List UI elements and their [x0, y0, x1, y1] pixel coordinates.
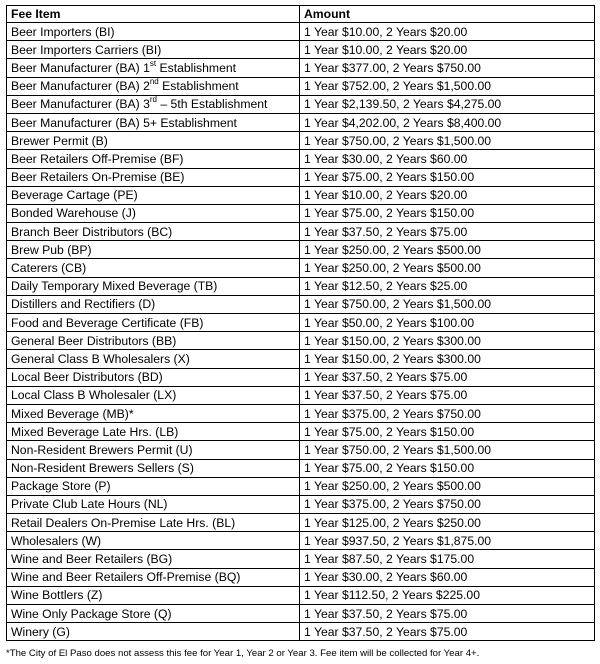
fee-item-cell: Local Beer Distributors (BD) — [7, 368, 300, 386]
amount-cell: 1 Year $37.50, 2 Years $75.00 — [300, 368, 595, 386]
header-amount: Amount — [300, 6, 595, 23]
table-row — [7, 477, 595, 495]
amount-cell: 1 Year $10.00, 2 Years $20.00 — [300, 23, 595, 41]
table-row — [7, 514, 595, 532]
amount-cell: 1 Year $750.00, 2 Years $1,500.00 — [300, 132, 595, 150]
fee-item-cell: Beverage Cartage (PE) — [7, 186, 300, 204]
table-row — [7, 168, 595, 186]
fee-item-cell: Beer Importers Carriers (BI) — [7, 41, 300, 59]
table-row — [7, 350, 595, 368]
amount-cell: 1 Year $75.00, 2 Years $150.00 — [300, 204, 595, 222]
fee-item-cell: Wine and Beer Retailers Off-Premise (BQ) — [7, 568, 300, 586]
fee-table — [6, 5, 595, 641]
fee-table-body — [7, 23, 595, 641]
fee-item-cell: Brewer Permit (B) — [7, 132, 300, 150]
amount-cell: 1 Year $50.00, 2 Years $100.00 — [300, 314, 595, 332]
fee-item-cell: Beer Manufacturer (BA) 2nd Establishment — [7, 77, 300, 95]
fee-item-cell: Mixed Beverage Late Hrs. (LB) — [7, 423, 300, 441]
table-row — [7, 241, 595, 259]
table-row — [7, 495, 595, 513]
table-row — [7, 532, 595, 550]
table-row — [7, 314, 595, 332]
amount-cell: 1 Year $37.50, 2 Years $75.00 — [300, 605, 595, 623]
fee-item-cell: Beer Manufacturer (BA) 5+ Establishment — [7, 113, 300, 131]
amount-cell: 1 Year $37.50, 2 Years $75.00 — [300, 223, 595, 241]
table-row — [7, 113, 595, 131]
amount-cell: 1 Year $75.00, 2 Years $150.00 — [300, 168, 595, 186]
table-row — [7, 459, 595, 477]
table-row — [7, 150, 595, 168]
table-row — [7, 23, 595, 41]
fee-item-cell: Brew Pub (BP) — [7, 241, 300, 259]
table-row — [7, 623, 595, 641]
table-row — [7, 605, 595, 623]
fee-item-cell: Wholesalers (W) — [7, 532, 300, 550]
fee-item-cell: Beer Manufacturer (BA) 3rd – 5th Establishment — [7, 95, 300, 113]
fee-item-cell: Package Store (P) — [7, 477, 300, 495]
amount-cell: 1 Year $4,202.00, 2 Years $8,400.00 — [300, 113, 595, 131]
fee-item-cell: Winery (G) — [7, 623, 300, 641]
amount-cell: 1 Year $2,139.50, 2 Years $4,275.00 — [300, 95, 595, 113]
fee-item-cell: Non-Resident Brewers Permit (U) — [7, 441, 300, 459]
amount-cell: 1 Year $75.00, 2 Years $150.00 — [300, 423, 595, 441]
fee-item-cell: Local Class B Wholesaler (LX) — [7, 386, 300, 404]
footnote: *The City of El Paso does not assess this fee for Year 1, Year 2 or Year 3. Fee item will be collected for Year 4+. — [6, 648, 480, 659]
amount-cell: 1 Year $377.00, 2 Years $750.00 — [300, 59, 595, 77]
fee-item-cell: Beer Retailers On-Premise (BE) — [7, 168, 300, 186]
amount-cell: 1 Year $30.00, 2 Years $60.00 — [300, 150, 595, 168]
fee-item-cell: Beer Retailers Off-Premise (BF) — [7, 150, 300, 168]
fee-item-cell: Beer Importers (BI) — [7, 23, 300, 41]
fee-item-cell: Private Club Late Hours (NL) — [7, 495, 300, 513]
table-row — [7, 277, 595, 295]
table-row — [7, 423, 595, 441]
table-row — [7, 368, 595, 386]
fee-item-cell: Caterers (CB) — [7, 259, 300, 277]
table-header-row — [7, 6, 595, 23]
amount-cell: 1 Year $250.00, 2 Years $500.00 — [300, 241, 595, 259]
table-row — [7, 223, 595, 241]
amount-cell: 1 Year $10.00, 2 Years $20.00 — [300, 186, 595, 204]
amount-cell: 1 Year $250.00, 2 Years $500.00 — [300, 477, 595, 495]
table-row — [7, 568, 595, 586]
fee-item-cell: Retail Dealers On-Premise Late Hrs. (BL) — [7, 514, 300, 532]
amount-cell: 1 Year $12.50, 2 Years $25.00 — [300, 277, 595, 295]
amount-cell: 1 Year $125.00, 2 Years $250.00 — [300, 514, 595, 532]
amount-cell: 1 Year $37.50, 2 Years $75.00 — [300, 386, 595, 404]
fee-item-cell: Wine and Beer Retailers (BG) — [7, 550, 300, 568]
table-row — [7, 441, 595, 459]
fee-item-cell: Mixed Beverage (MB)* — [7, 404, 300, 422]
table-row — [7, 204, 595, 222]
amount-cell: 1 Year $37.50, 2 Years $75.00 — [300, 623, 595, 641]
table-row — [7, 586, 595, 604]
amount-cell: 1 Year $150.00, 2 Years $300.00 — [300, 350, 595, 368]
amount-cell: 1 Year $150.00, 2 Years $300.00 — [300, 332, 595, 350]
table-row — [7, 550, 595, 568]
amount-cell: 1 Year $10.00, 2 Years $20.00 — [300, 41, 595, 59]
fee-item-cell: Branch Beer Distributors (BC) — [7, 223, 300, 241]
table-row — [7, 186, 595, 204]
table-row — [7, 259, 595, 277]
table-row — [7, 41, 595, 59]
fee-item-cell: Wine Only Package Store (Q) — [7, 605, 300, 623]
table-row — [7, 386, 595, 404]
fee-item-cell: Daily Temporary Mixed Beverage (TB) — [7, 277, 300, 295]
fee-item-cell: Wine Bottlers (Z) — [7, 586, 300, 604]
amount-cell: 1 Year $112.50, 2 Years $225.00 — [300, 586, 595, 604]
fee-item-cell: Food and Beverage Certificate (FB) — [7, 314, 300, 332]
amount-cell: 1 Year $750.00, 2 Years $1,500.00 — [300, 441, 595, 459]
amount-cell: 1 Year $75.00, 2 Years $150.00 — [300, 459, 595, 477]
amount-cell: 1 Year $937.50, 2 Years $1,875.00 — [300, 532, 595, 550]
fee-item-cell: General Beer Distributors (BB) — [7, 332, 300, 350]
table-row — [7, 95, 595, 113]
table-row — [7, 295, 595, 313]
fee-item-cell: Bonded Warehouse (J) — [7, 204, 300, 222]
amount-cell: 1 Year $752.00, 2 Years $1,500.00 — [300, 77, 595, 95]
fee-item-cell: Distillers and Rectifiers (D) — [7, 295, 300, 313]
fee-item-cell: General Class B Wholesalers (X) — [7, 350, 300, 368]
amount-cell: 1 Year $250.00, 2 Years $500.00 — [300, 259, 595, 277]
amount-cell: 1 Year $750.00, 2 Years $1,500.00 — [300, 295, 595, 313]
fee-item-cell: Non-Resident Brewers Sellers (S) — [7, 459, 300, 477]
table-row — [7, 332, 595, 350]
table-row — [7, 59, 595, 77]
amount-cell: 1 Year $375.00, 2 Years $750.00 — [300, 404, 595, 422]
table-row — [7, 404, 595, 422]
fee-item-cell: Beer Manufacturer (BA) 1st Establishment — [7, 59, 300, 77]
table-row — [7, 77, 595, 95]
amount-cell: 1 Year $87.50, 2 Years $175.00 — [300, 550, 595, 568]
table-row — [7, 132, 595, 150]
amount-cell: 1 Year $375.00, 2 Years $750.00 — [300, 495, 595, 513]
header-fee-item: Fee Item — [7, 6, 300, 23]
amount-cell: 1 Year $30.00, 2 Years $60.00 — [300, 568, 595, 586]
